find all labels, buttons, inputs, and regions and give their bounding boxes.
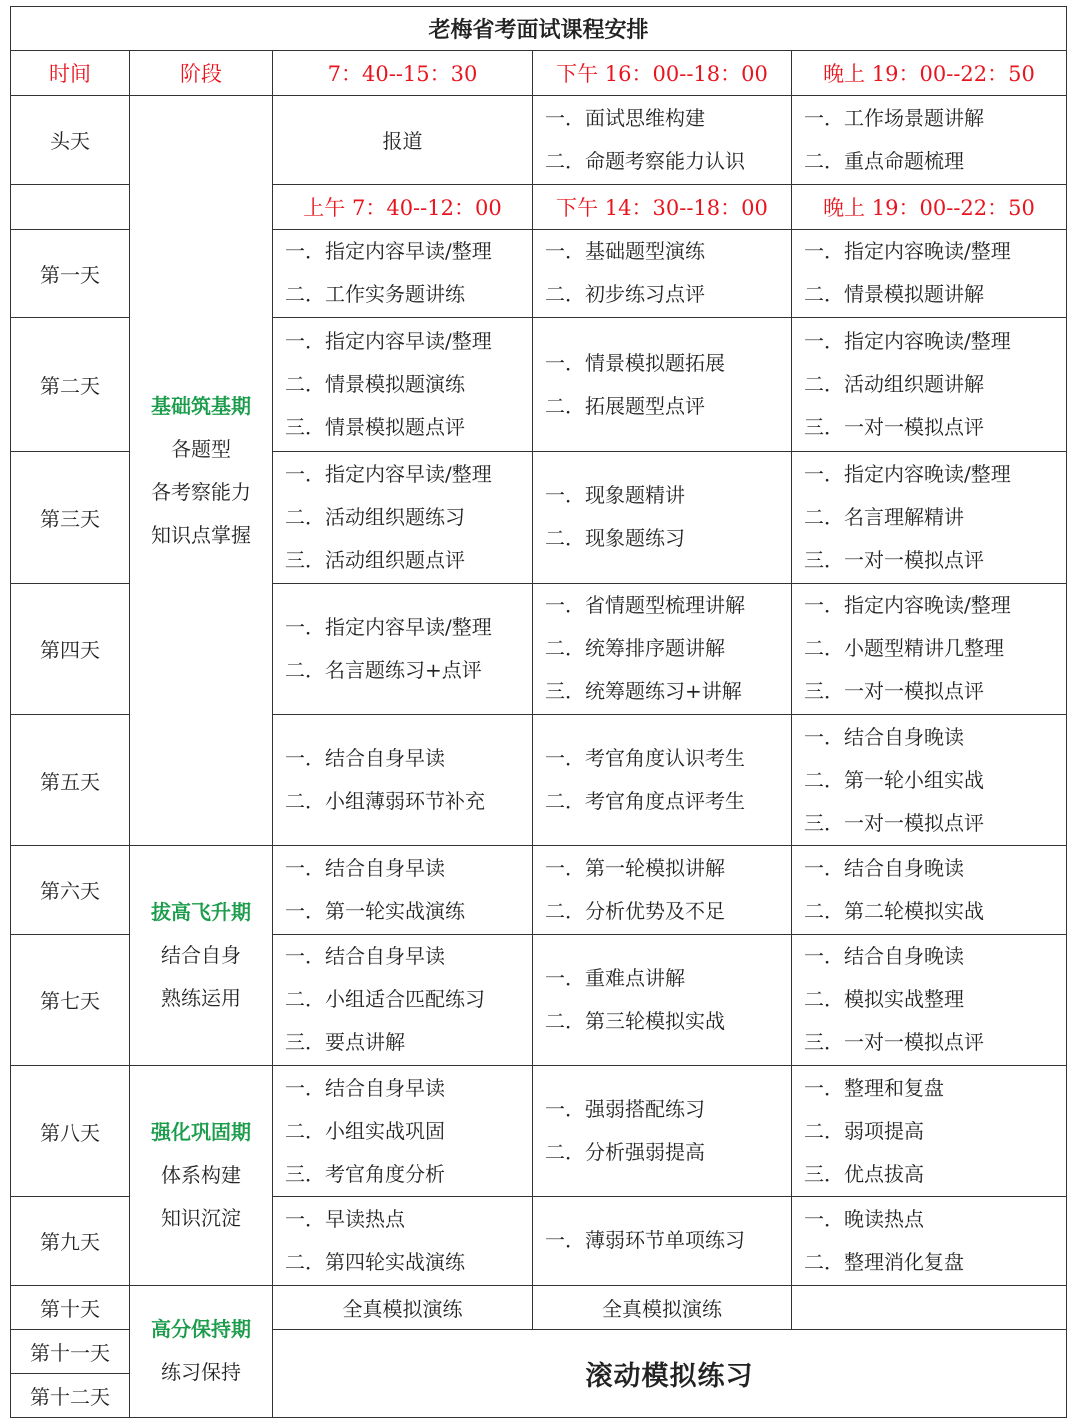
day-label: 第十二天 (11, 1373, 130, 1417)
schedule-cell (792, 583, 1067, 714)
schedule-item: 三．统筹题练习+讲解 (545, 679, 742, 704)
phase-name: 强化巩固期 (151, 1119, 251, 1144)
schedule-item: 二．情景模拟题演练 (285, 372, 465, 397)
schedule-cell (792, 1197, 1067, 1285)
schedule-cell (273, 583, 533, 714)
day-label: 第十天 (11, 1285, 130, 1329)
phase-line: 体系构建 (161, 1162, 241, 1187)
schedule-cell (273, 229, 533, 317)
schedule-cell (533, 934, 792, 1065)
schedule-item: 一．考官角度认识考生 (545, 746, 745, 771)
phase-advance (130, 846, 273, 1066)
mock-exam-cell: 全真模拟演练 (533, 1285, 792, 1329)
schedule-item: 三．一对一模拟点评 (804, 547, 984, 572)
schedule-cell (273, 1065, 533, 1196)
schedule-cell (273, 934, 533, 1065)
schedule-item: 一．结合自身晚读 (804, 724, 964, 749)
day-label: 第七天 (11, 934, 130, 1065)
day-label: 第五天 (11, 714, 130, 845)
schedule-cell (533, 1065, 792, 1196)
schedule-cell (273, 1197, 533, 1285)
schedule-item: 二．初步练习点评 (545, 282, 705, 307)
schedule-item: 一．结合自身早读 (285, 1075, 445, 1100)
empty-cell (11, 184, 130, 229)
schedule-item: 二．名言理解精讲 (804, 504, 964, 529)
schedule-item: 一．第一轮模拟讲解 (545, 855, 725, 880)
schedule-item: 一．工作场景题讲解 (804, 105, 984, 130)
day-label: 第十一天 (11, 1329, 130, 1373)
schedule-item: 二．活动组织题讲解 (804, 372, 984, 397)
day-label: 第八天 (11, 1065, 130, 1196)
schedule-item: 一．指定内容晚读/整理 (804, 593, 1011, 618)
day-label: 第九天 (11, 1197, 130, 1285)
schedule-cell (792, 96, 1067, 184)
mock-exam-cell: 全真模拟演练 (273, 1285, 533, 1329)
schedule-item: 二．小组薄弱环节补充 (285, 789, 485, 814)
schedule-cell (533, 714, 792, 845)
schedule-item: 二．命题考察能力认识 (545, 148, 745, 173)
header2-slot-3: 晚上 19：00--22：50 (792, 184, 1067, 229)
schedule-cell (533, 317, 792, 451)
schedule-item: 一．结合自身早读 (285, 944, 445, 969)
header2-slot-2: 下午 14：30--18：00 (533, 184, 792, 229)
schedule-item: 二．工作实务题讲练 (285, 282, 465, 307)
schedule-item: 一．省情题型梳理讲解 (545, 593, 745, 618)
schedule-item: 二．考官角度点评考生 (545, 789, 745, 814)
day-label: 第二天 (11, 317, 130, 451)
schedule-cell (792, 229, 1067, 317)
schedule-cell (792, 317, 1067, 451)
schedule-item: 一．重难点讲解 (545, 965, 685, 990)
schedule-item: 二．模拟实战整理 (804, 987, 964, 1012)
schedule-item: 三．一对一模拟点评 (804, 810, 984, 835)
phase-maintain (130, 1285, 273, 1417)
schedule-item: 二．第四轮实战演练 (285, 1249, 465, 1274)
schedule-cell (273, 714, 533, 845)
schedule-cell (533, 452, 792, 583)
schedule-cell (533, 229, 792, 317)
schedule-cell (273, 846, 533, 934)
schedule-item: 二．重点命题梳理 (804, 148, 964, 173)
schedule-item: 一．情景模拟题拓展 (545, 350, 725, 375)
phase-line: 知识沉淀 (161, 1205, 241, 1230)
schedule-cell (533, 846, 792, 934)
schedule-item: 二．第二轮模拟实战 (804, 898, 984, 923)
header-slot-1: 7：40--15：30 (273, 51, 533, 96)
schedule-item: 一．结合自身晚读 (804, 855, 964, 880)
phase-line: 结合自身 (161, 943, 241, 968)
schedule-item: 二．统筹排序题讲解 (545, 636, 725, 661)
schedule-item: 一．指定内容早读/整理 (285, 614, 492, 639)
schedule-item: 三．一对一模拟点评 (804, 1030, 984, 1055)
schedule-item: 一．整理和复盘 (804, 1075, 944, 1100)
phase-line: 各考察能力 (151, 479, 251, 504)
schedule-item: 二．小题型精讲几整理 (804, 636, 1004, 661)
schedule-cell (533, 96, 792, 184)
phase-line: 各题型 (171, 436, 231, 461)
schedule-cell (792, 846, 1067, 934)
phase-consolidate (130, 1065, 273, 1285)
header-time: 时间 (11, 51, 130, 96)
schedule-item: 一．强弱搭配练习 (545, 1097, 705, 1122)
day-label: 第三天 (11, 452, 130, 583)
schedule-item: 一．薄弱环节单项练习 (545, 1228, 745, 1253)
header2-slot-1: 上午 7：40--12：00 (273, 184, 533, 229)
schedule-item: 一．结合自身早读 (285, 855, 445, 880)
phase-name: 拔高飞升期 (151, 900, 251, 925)
phase-name: 基础筑基期 (151, 393, 251, 418)
schedule-item: 三．活动组织题点评 (285, 547, 465, 572)
schedule-item: 一．指定内容早读/整理 (285, 239, 492, 264)
schedule-item: 一．晚读热点 (804, 1206, 924, 1231)
phase-name: 高分保持期 (151, 1317, 251, 1342)
phase-line: 知识点掌握 (151, 522, 251, 547)
header-stage: 阶段 (130, 51, 273, 96)
schedule-item: 三．一对一模拟点评 (804, 679, 984, 704)
schedule-item: 二．弱项提高 (804, 1118, 924, 1143)
schedule-item: 一．指定内容晚读/整理 (804, 461, 1011, 486)
schedule-cell (792, 934, 1067, 1065)
course-schedule-table (10, 6, 1067, 1418)
schedule-cell (792, 452, 1067, 583)
schedule-item: 一．早读热点 (285, 1206, 405, 1231)
schedule-item: 二．情景模拟题讲解 (804, 282, 984, 307)
phase-foundation (130, 96, 273, 846)
schedule-item: 三．要点讲解 (285, 1030, 405, 1055)
schedule-item: 二．现象题练习 (545, 526, 685, 551)
schedule-cell (273, 317, 533, 451)
schedule-item: 一．指定内容早读/整理 (285, 329, 492, 354)
empty-cell (792, 1285, 1067, 1329)
schedule-item: 二．第三轮模拟实战 (545, 1008, 725, 1033)
schedule-cell (273, 452, 533, 583)
header-slot-3: 晚上 19：00--22：50 (792, 51, 1067, 96)
schedule-cell (792, 714, 1067, 845)
schedule-item: 三．情景模拟题点评 (285, 415, 465, 440)
schedule-item: 二．拓展题型点评 (545, 393, 705, 418)
schedule-item: 一．指定内容晚读/整理 (804, 329, 1011, 354)
schedule-item: 一．指定内容晚读/整理 (804, 239, 1011, 264)
day-label: 第一天 (11, 229, 130, 317)
schedule-item: 二．分析优势及不足 (545, 898, 725, 923)
schedule-cell (533, 1197, 792, 1285)
schedule-item: 二．分析强弱提高 (545, 1140, 705, 1165)
schedule-item: 二．活动组织题练习 (285, 504, 465, 529)
schedule-item: 一．指定内容早读/整理 (285, 461, 492, 486)
schedule-item: 二．第一轮小组实战 (804, 767, 984, 792)
rolling-practice-cell: 滚动模拟练习 (273, 1329, 1067, 1417)
day-label: 第四天 (11, 583, 130, 714)
schedule-item: 一．面试思维构建 (545, 105, 705, 130)
schedule-item: 一．现象题精讲 (545, 483, 685, 508)
schedule-item: 一．第一轮实战演练 (285, 898, 465, 923)
day-label: 第六天 (11, 846, 130, 934)
checkin-cell: 报道 (273, 96, 533, 184)
schedule-item: 二．名言题练习+点评 (285, 657, 482, 682)
phase-line: 熟练运用 (161, 986, 241, 1011)
schedule-cell (533, 583, 792, 714)
phase-line: 练习保持 (161, 1360, 241, 1385)
schedule-item: 一．结合自身早读 (285, 746, 445, 771)
schedule-cell (792, 1065, 1067, 1196)
header-slot-2: 下午 16：00--18：00 (533, 51, 792, 96)
schedule-item: 三．优点拔高 (804, 1161, 924, 1186)
schedule-item: 二．小组实战巩固 (285, 1118, 445, 1143)
page-title: 老梅省考面试课程安排 (11, 7, 1067, 51)
schedule-item: 三．考官角度分析 (285, 1161, 445, 1186)
day-label: 头天 (11, 96, 130, 184)
schedule-item: 三．一对一模拟点评 (804, 415, 984, 440)
schedule-item: 二．小组适合匹配练习 (285, 987, 485, 1012)
schedule-item: 一．基础题型演练 (545, 239, 705, 264)
schedule-item: 一．结合自身晚读 (804, 944, 964, 969)
schedule-item: 二．整理消化复盘 (804, 1249, 964, 1274)
